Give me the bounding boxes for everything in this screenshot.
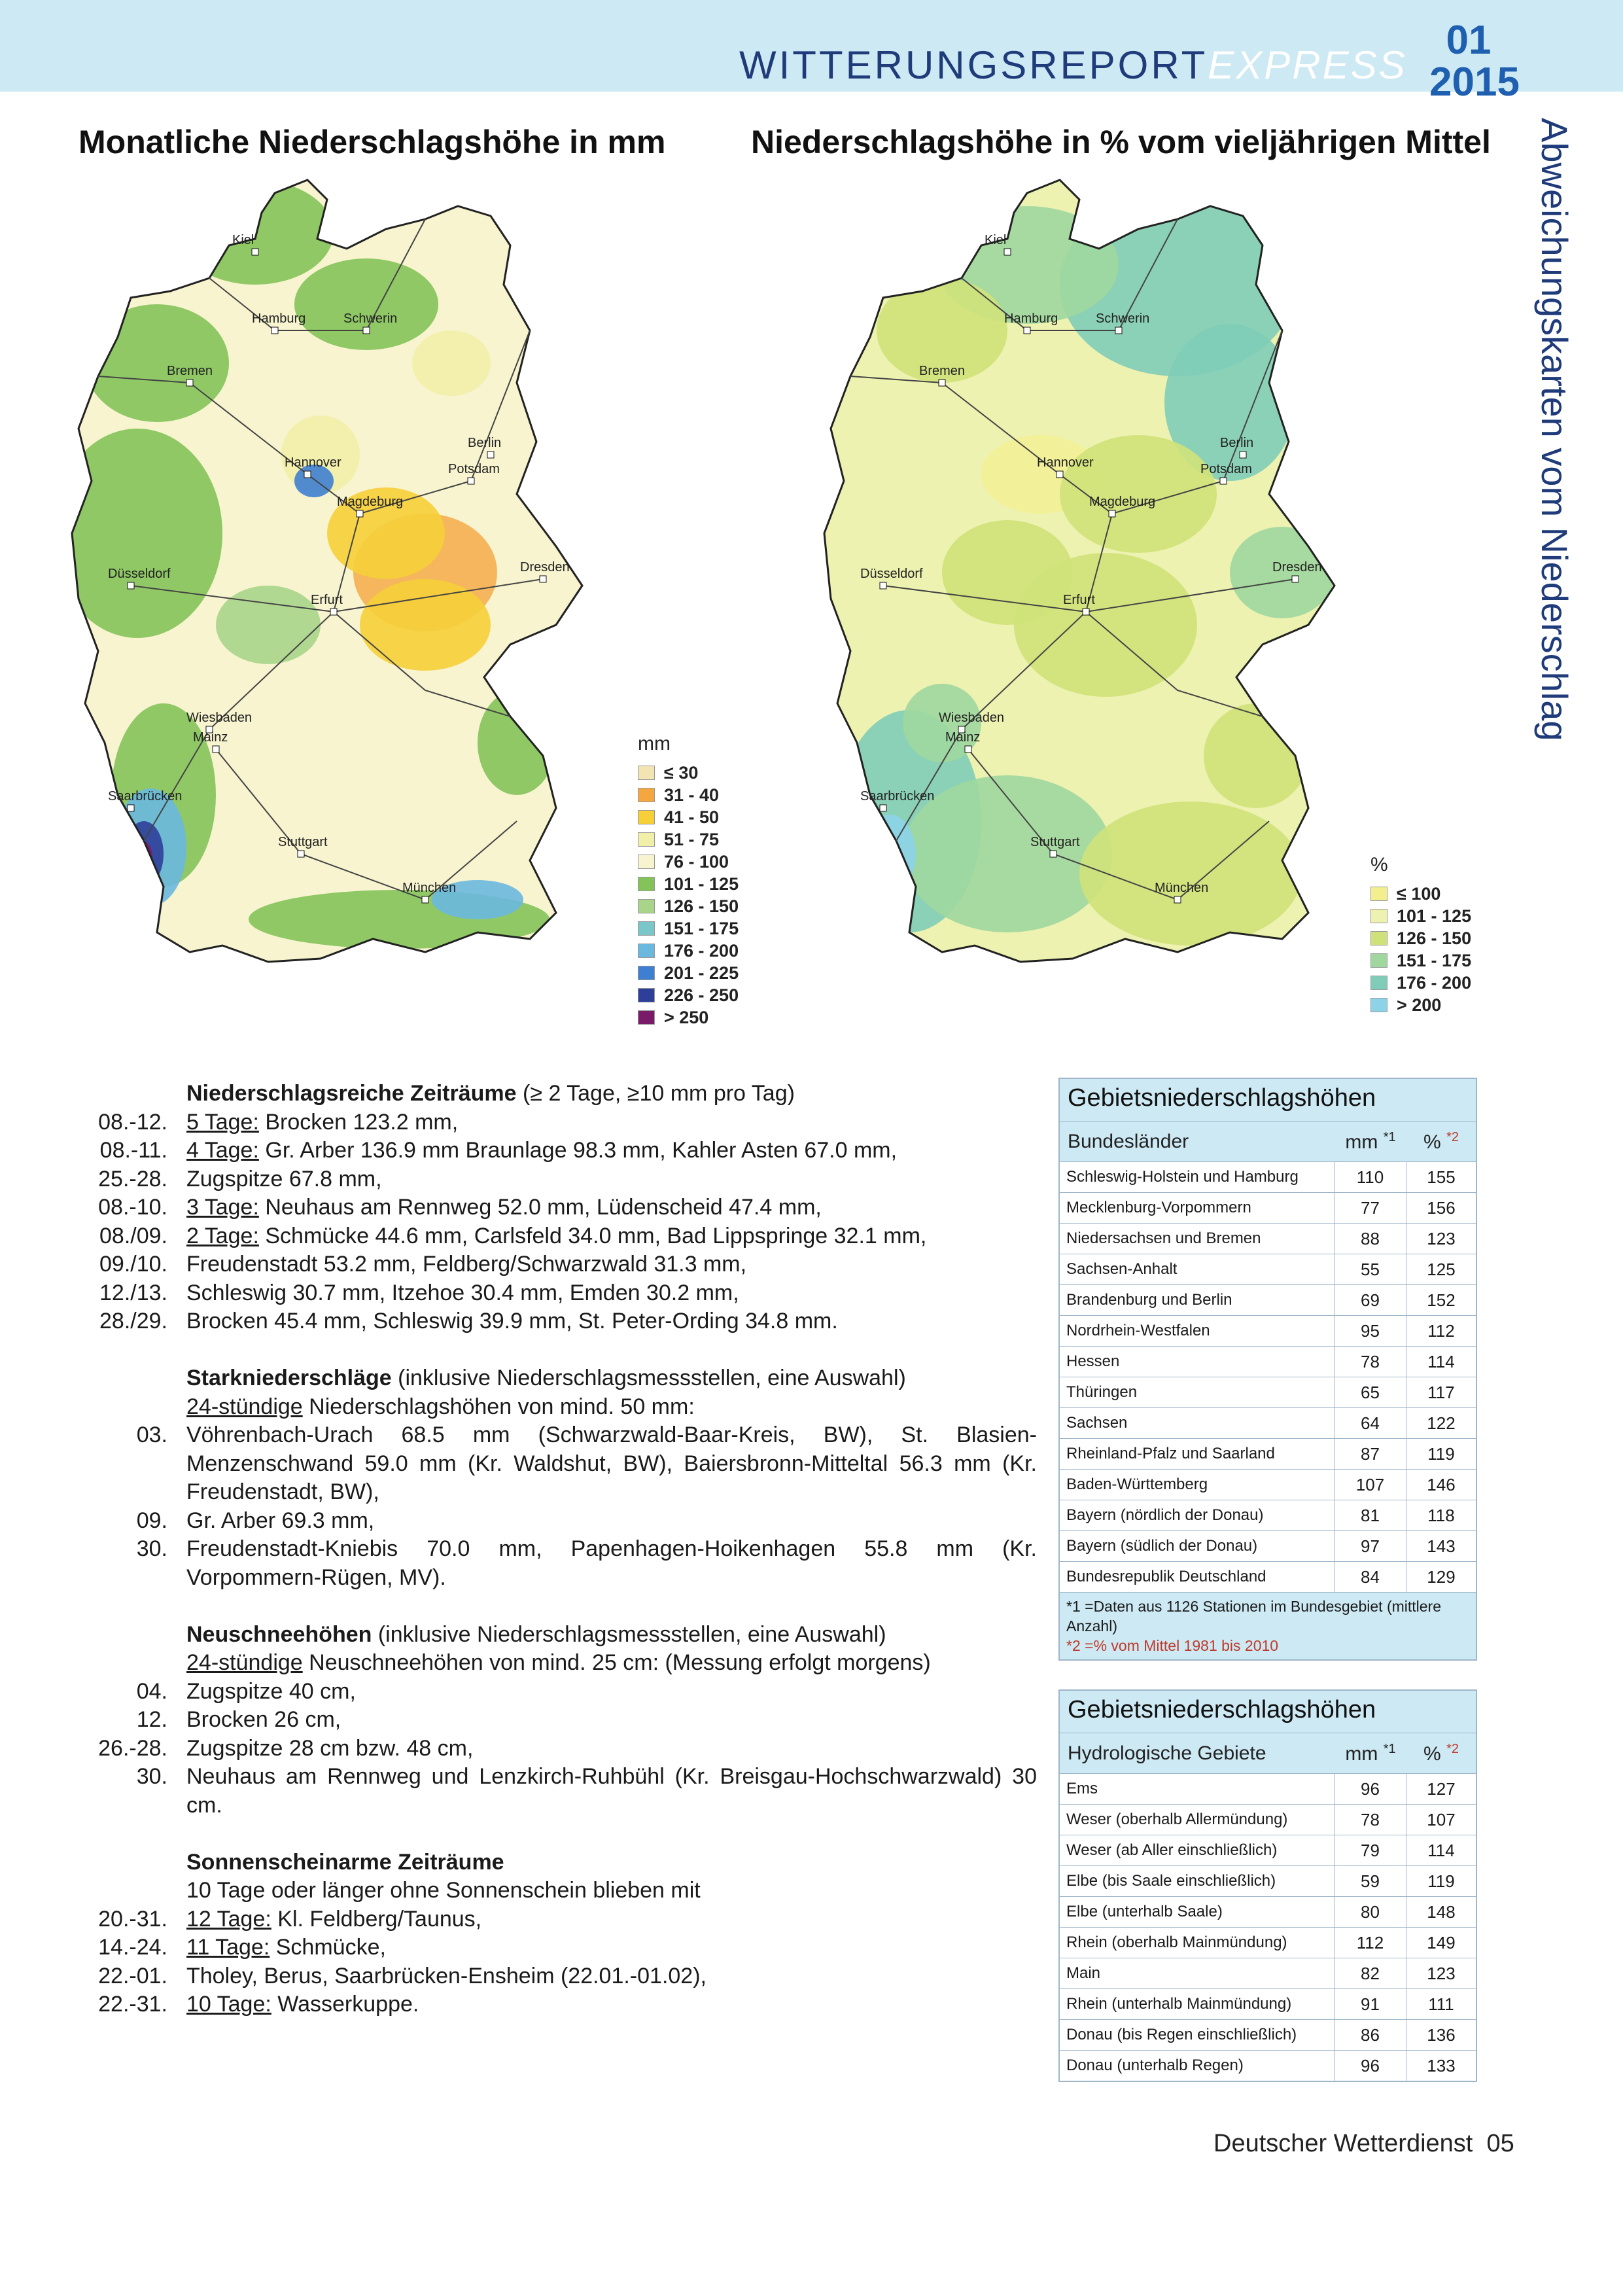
city-marker [880,582,886,589]
legend-item: ≤ 30 [638,762,739,784]
city-label: Schwerin [1096,311,1150,326]
city-label: Hamburg [252,311,306,326]
table-row: Bayern (südlich der Donau) 97 143 [1060,1530,1476,1561]
city-marker [1292,576,1299,582]
city-label: Hamburg [1004,311,1058,326]
date-label: 20.-31. [98,1906,167,1932]
city-label: Wiesbaden [939,711,1005,725]
date-label: 12. [136,1707,167,1732]
city-label: Berlin [1220,436,1254,450]
table-row: Sachsen 64 122 [1060,1407,1476,1438]
text-line: 08.-10. 3 Tage: Neuhaus am Rennweg 52.0 mm, Lüdenscheid 47.4 mm, [95,1193,1037,1222]
table-row: Niedersachsen und Bremen 88 123 [1060,1223,1476,1254]
table-row: Brandenburg und Berlin 69 152 [1060,1284,1476,1315]
section-heading-snow: Neuschneehöhen [186,1621,372,1647]
table-row: Thüringen 65 117 [1060,1377,1476,1407]
date-label: 04. [136,1678,167,1704]
city-marker [422,896,428,903]
city-marker [213,746,219,752]
table-row: Weser (oberhalb Allermündung) 78 107 [1060,1804,1476,1835]
legend-item: 31 - 40 [638,784,739,806]
section-heading-heavy-periods: Niederschlagsreiche Zeiträume [186,1081,517,1106]
table-title: Gebietsniederschlagshöhen [1060,1079,1476,1121]
legend-item: 226 - 250 [638,984,739,1006]
table-row: Mecklenburg-Vorpommern 77 156 [1060,1192,1476,1223]
city-marker [1056,471,1063,478]
legend-swatch [1370,998,1387,1012]
date-label: 25.-28. [98,1166,167,1192]
city-label: Potsdam [1200,462,1252,476]
text-line: 30. Freudenstadt-Kniebis 70.0 mm, Papenhagen-Hoikenhagen 55.8 mm (Kr. Vorpommern-Rügen, MV). [95,1535,1037,1592]
city-label: Kiel [985,233,1007,247]
legend-swatch [638,899,655,913]
legend-swatch [638,944,655,958]
text-line: 08./09. 2 Tage: Schmücke 44.6 mm, Carlsfeld 34.0 mm, Bad Lippspringe 32.1 mm, [95,1222,1037,1251]
legend-swatch [1370,887,1387,901]
legend-item: 76 - 100 [638,851,739,873]
legend-item: 126 - 150 [638,895,739,917]
text-line: 08.-12. 5 Tage: Brocken 123.2 mm, [95,1108,1037,1137]
city-marker [271,327,278,334]
table-title: Gebietsniederschlagshöhen [1060,1691,1476,1733]
legend-item: 101 - 125 [1370,905,1471,927]
city-label: Berlin [468,436,502,450]
city-marker [1024,327,1030,334]
legend-swatch [1370,931,1387,945]
table-row: Hessen 78 114 [1060,1346,1476,1377]
city-label: Magdeburg [337,495,404,509]
city-label: Düsseldorf [860,567,923,581]
city-label: Schwerin [343,311,398,326]
text-line: 22.-31. 10 Tage: Wasserkuppe. [95,1990,1037,2019]
table-row: Elbe (unterhalb Saale) 80 148 [1060,1896,1476,1927]
date-label: 08.-10. [98,1195,167,1220]
legend-swatch [638,788,655,802]
table-hydro [1058,1689,1477,2082]
legend-mm [638,733,739,1029]
legend-swatch [638,832,655,847]
legend-swatch [1370,953,1387,968]
table-row: Bayern (nördlich der Donau) 81 118 [1060,1500,1476,1530]
legend-swatch [638,988,655,1002]
city-marker [1109,510,1115,517]
legend-unit: % [1370,854,1388,875]
legend-item: 201 - 225 [638,962,739,984]
city-marker [128,582,134,589]
section-heading-sunless: Sonnenscheinarme Zeiträume [186,1849,504,1875]
table-row: Main 82 123 [1060,1958,1476,1988]
city-label: Hannover [285,455,341,470]
date-label: 09. [136,1508,167,1533]
city-marker [487,451,494,458]
legend-item: 101 - 125 [638,873,739,895]
legend-swatch [638,966,655,980]
map-precipitation-percent [811,167,1400,1031]
date-label: 30. [136,1764,167,1789]
table-row: Schleswig-Holstein und Hamburg 110 155 [1060,1161,1476,1192]
table-row: Sachsen-Anhalt 55 125 [1060,1254,1476,1284]
legend-swatch [638,921,655,936]
city-marker [252,249,258,255]
page-footer: Deutscher Wetterdienst 05 [1213,2130,1514,2157]
table-row: Baden-Württemberg 107 146 [1060,1469,1476,1500]
text-line: 08.-11. 4 Tage: Gr. Arber 136.9 mm Braunlage 98.3 mm, Kahler Asten 67.0 mm, [95,1137,1037,1165]
section-heading-heavy-precip: Starkniederschläge [186,1366,392,1390]
city-label: Bremen [919,364,966,378]
text-line: 12. Brocken 26 cm, [95,1706,1037,1735]
report-title: WITTERUNGSREPORTEXPRESS [739,43,1407,87]
text-line: 22.-01. Tholey, Berus, Saarbrücken-Ensheim (22.01.-01.02), [95,1962,1037,1991]
table-row: Rheinland-Pfalz und Saarland 87 119 [1060,1438,1476,1469]
map-left-heading: Monatliche Niederschlagshöhe in mm [79,124,666,160]
city-label: Stuttgart [278,835,328,849]
city-marker [540,576,546,582]
date-label: 22.-01. [98,1963,167,1988]
city-marker [1004,249,1011,255]
text-line: 25.-28. Zugspitze 67.8 mm, [95,1165,1037,1194]
city-label: München [402,881,457,895]
text-line: 20.-31. 12 Tage: Kl. Feldberg/Taunus, [95,1905,1037,1934]
date-label: 28./29. [99,1309,167,1333]
legend-swatch [638,1010,655,1025]
legend-item: 126 - 150 [1370,927,1471,949]
table-row: Nordrhein-Westfalen 95 112 [1060,1315,1476,1346]
city-marker [128,805,134,811]
text-line: 04. Zugspitze 40 cm, [95,1678,1037,1706]
legend-swatch [1370,976,1387,990]
city-label: Saarbrücken [108,789,183,804]
city-label: Dresden [1272,560,1322,574]
date-label: 09./10. [99,1252,167,1277]
text-line: 28./29. Brocken 45.4 mm, Schleswig 39.9 mm, St. Peter-Ording 34.8 mm. [95,1307,1037,1336]
legend-swatch [638,766,655,780]
date-label: 08./09. [99,1223,167,1248]
legend-item: 176 - 200 [638,940,739,962]
city-marker [468,478,474,484]
date-label: 14.-24. [98,1935,167,1960]
city-label: München [1155,881,1209,895]
table-header: Bundesländer mm $^{*1}$ % $^{*2}$ [1060,1121,1476,1161]
legend-item: 151 - 175 [1370,949,1471,972]
city-label: Saarbrücken [860,789,935,804]
city-marker [965,746,971,752]
city-marker [880,805,886,811]
legend-item: 151 - 175 [638,917,739,940]
city-label: Stuttgart [1030,835,1080,849]
city-marker [1115,327,1122,334]
city-marker [939,380,945,386]
legend-item: 176 - 200 [1370,972,1471,994]
legend-swatch [638,810,655,824]
date-label: 12./13. [99,1280,167,1305]
issue-year: 2015 [1429,60,1520,105]
city-marker [1083,609,1089,615]
date-label: 08.-11. [99,1138,167,1163]
legend-item: ≤ 100 [1370,883,1471,905]
city-label: Wiesbaden [186,711,253,725]
legend-swatch [1370,909,1387,923]
date-label: 22.-31. [98,1992,167,2017]
table-row: Bundesrepublik Deutschland 84 129 [1060,1561,1476,1592]
text-line: 09./10. Freudenstadt 53.2 mm, Feldberg/Schwarzwald 31.3 mm, [95,1250,1037,1279]
date-label: 08.-12. [98,1109,167,1135]
table-row: Elbe (bis Saale einschließlich) 59 119 [1060,1865,1476,1896]
table-row: Ems 96 127 [1060,1773,1476,1804]
text-content: Niederschlagsreiche Zeiträume (≥ 2 Tage, ≥10 mm pro Tag) 08.-12. 5 Tage: Brocken 123.2 mm, 08.-11. 4 Tage: Gr. Arber 136.9 mm Braunlage 98.3 mm, Kahler Asten 67.0 mm, 25.-28. Zugspitze 67.8 mm, 08.-10. 3 Tage: Neuhaus am Rennweg 52.0 mm, Lüdenscheid 47.4 mm, 08./09. 2 Tage: Schmücke 44.6 mm, Carlsfeld 34.0 mm, Bad Lippspringe 32.1 mm, 09./10. Freudenstadt 53.2 mm, Feldberg/Schwarzwald 31.3 mm, 12./13. Schleswig 30.7 mm, Itzehoe 30.4 mm, Emden 30.2 mm, 28./29. Brocken 45.4 mm, Schleswig 39.9 mm, St. Peter-Ording 34.8 mm. Starkniederschläge (inklusive Niederschlagsmessstellen, eine Auswahl) 24-stündige Niederschlagshöhen von mind. 50 mm: 03. Vöhrenbach-Urach 68.5 mm (Schwarzwald-Baar-Kreis, BW), St. Blasien-Menzenschwand 59.0 mm (Kr. Waldshut, BW), Baiersbronn-Mitteltal 56.3 mm (Kr. Freudenstadt, BW), 09. Gr. Arber 69.3 mm, 30. Freudenstadt-Kniebis 70.0 mm, Papenhagen-Hoikenhagen 55.8 mm (Kr. Vorpommern-Rügen, MV). Neuschneehöhen (inklusive Niederschlagsmessstellen, eine Auswahl) 24-stündige Neuschneehöhen von mind. 25 cm: (Messung erfolgt morgens) 04. Zugspitze 40 cm, 12. Brocken 26 cm, 26.-28. Zugspitze 28 cm bzw. 48 cm, 30. Neuhaus am Rennweg und Lenzkirch-Ruhbühl (Kr. Breisgau-Hochschwarzwald) 30 cm. Sonnenscheinarme Zeiträume 10 Tage oder länger ohne Sonnenschein blieben mit 20.-31. 12 Tage: Kl. Feldberg/Taunus, 14.-24. 11 Tage: Schmücke, 22.-01. Tholey, Berus, Saarbrücken-Ensheim (22.01.-01.02), 22.-31. 10 Tage: Wasserkuppe. [95,1080,1037,2019]
legend-swatch [638,855,655,869]
city-marker [298,851,304,857]
issue-month: 01 [1446,18,1492,63]
city-marker [186,380,193,386]
map-right-heading: Niederschlagshöhe in % vom vieljährigen Mittel [751,124,1491,160]
city-marker [357,510,363,517]
city-marker [1240,451,1246,458]
city-label: Potsdam [448,462,500,476]
side-title: Abweichungskarten vom Niederschlag [1534,118,1575,741]
table-row: Donau (unterhalb Regen) 96 133 [1060,2050,1476,2081]
city-marker [304,471,311,478]
city-label: Bremen [167,364,213,378]
city-label: Düsseldorf [108,567,171,581]
city-marker [1050,851,1056,857]
city-label: Kiel [232,233,254,247]
legend-item: 41 - 50 [638,806,739,828]
table-header: Hydrologische Gebiete mm $^{*1}$ % $^{*2}$ [1060,1733,1476,1773]
text-line: 03. Vöhrenbach-Urach 68.5 mm (Schwarzwald-Baar-Kreis, BW), St. Blasien-Menzenschwand 59.0 mm (Kr. Waldshut, BW), Baiersbronn-Mitteltal 56.3 mm (Kr. Freudenstadt, BW), [95,1421,1037,1507]
legend-item: 51 - 75 [638,828,739,851]
legend-swatch [638,877,655,891]
city-label: Mainz [193,730,228,745]
date-label: 26.-28. [98,1735,167,1761]
city-marker [1220,478,1227,484]
text-line: 26.-28. Zugspitze 28 cm bzw. 48 cm, [95,1735,1037,1763]
table-row: Rhein (unterhalb Mainmündung) 91 111 [1060,1988,1476,2019]
city-label: Dresden [520,560,570,574]
city-marker [363,327,370,334]
date-label: 03. [136,1422,167,1447]
table-states [1058,1078,1477,1661]
text-line: 14.-24. 11 Tage: Schmücke, [95,1934,1037,1962]
text-line: 30. Neuhaus am Rennweg und Lenzkirch-Ruhbühl (Kr. Breisgau-Hochschwarzwald) 30 cm. [95,1763,1037,1820]
legend-item: > 250 [638,1006,739,1029]
text-line: 09. Gr. Arber 69.3 mm, [95,1507,1037,1536]
city-label: Mainz [945,730,981,745]
table-row: Rhein (oberhalb Mainmündung) 112 149 [1060,1927,1476,1958]
city-marker [330,609,337,615]
legend-item: > 200 [1370,994,1471,1016]
legend-unit: mm [638,733,671,754]
city-marker [1174,896,1181,903]
text-line: 12./13. Schleswig 30.7 mm, Itzehoe 30.4 mm, Emden 30.2 mm, [95,1279,1037,1308]
city-label: Hannover [1037,455,1094,470]
table-row: Weser (ab Aller einschließlich) 79 114 [1060,1835,1476,1865]
table-footnotes: *1 =Daten aus 1126 Stationen im Bundesgebiet (mittlere Anzahl) *2 =% vom Mittel 1981 bis 2010 [1060,1592,1476,1659]
map-precipitation-mm [59,167,648,1031]
legend-percent [1370,854,1471,1016]
table-row: Donau (bis Regen einschließlich) 86 136 [1060,2019,1476,2050]
issue-number [1429,18,1520,105]
date-label: 30. [136,1536,167,1561]
city-label: Erfurt [1063,593,1095,607]
city-label: Magdeburg [1089,495,1156,509]
city-label: Erfurt [311,593,343,607]
